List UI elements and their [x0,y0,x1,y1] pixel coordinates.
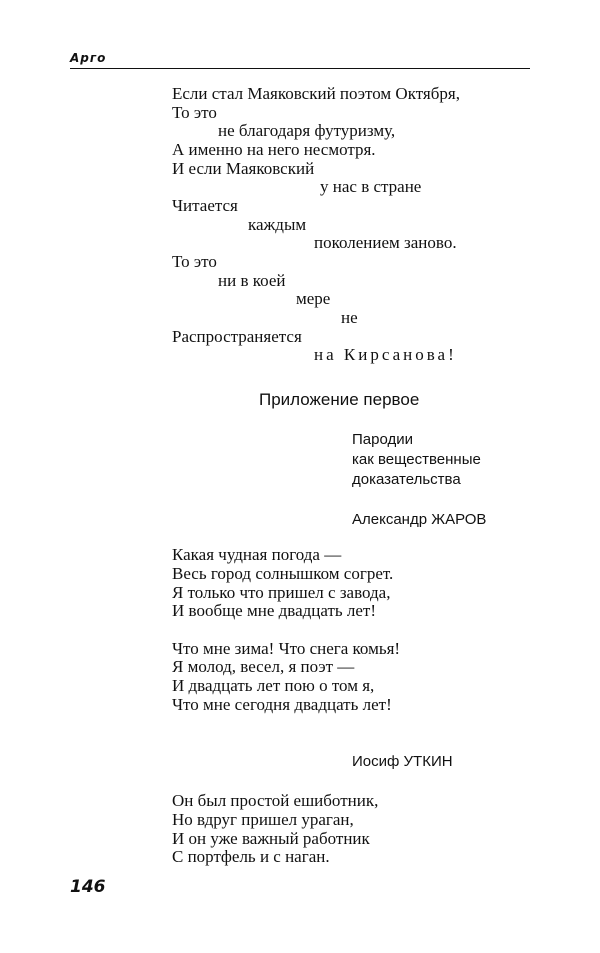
poem-line: Распространяется [172,327,302,346]
poem-line: поколением заново. [314,233,457,252]
poem-line: С портфель и с наган. [172,847,330,866]
author-zharov: Александр ЖАРОВ [352,511,487,528]
poem-line: Но вдруг пришел ураган, [172,810,354,829]
poem-line: Что мне зима! Что снега комья! [172,639,401,658]
poem-line: Что мне сегодня двадцать лет! [172,695,392,714]
poem-line: Какая чудная погода — [172,545,342,564]
poem-line: ни в коей [218,271,286,290]
poem-line: у нас в стране [320,177,422,196]
poem-line: И двадцать лет пою о том я, [172,676,375,695]
author-utkin: Иосиф УТКИН [352,753,453,770]
poem-line: Я молод, весел, я поэт — [172,657,355,676]
poem-line: не благодаря футуризму, [218,121,396,140]
poem-line: Весь город солнышком согрет. [172,564,394,583]
page-number: 146 [70,877,106,897]
poem-line: не [341,308,358,327]
poem-line: мере [296,289,331,308]
poem-line: И если Маяковский [172,159,315,178]
subtitle-line: Пародии [352,431,413,448]
poem-line: Читается [172,196,238,215]
poem-line: То это [172,103,217,122]
poem-line: Я только что пришел с завода, [172,583,391,602]
poem-line: А именно на него несмотря. [172,140,376,159]
poem-line: на Кирсанова! [314,345,457,364]
subtitle-line: доказательства [352,471,461,488]
section-heading: Приложение первое [259,390,420,409]
poem-line: И он уже важный работник [172,829,370,848]
poem-line: И вообще мне двадцать лет! [172,601,377,620]
poem-line: Если стал Маяковский поэтом Октября, [172,84,460,103]
running-title: Арго [70,51,107,65]
poem-line: То это [172,252,217,271]
poem-line: каждым [248,215,307,234]
poem-line: Он был простой ешиботник, [172,791,379,810]
subtitle-line: как вещественные [352,451,481,468]
header-rule [70,68,530,69]
